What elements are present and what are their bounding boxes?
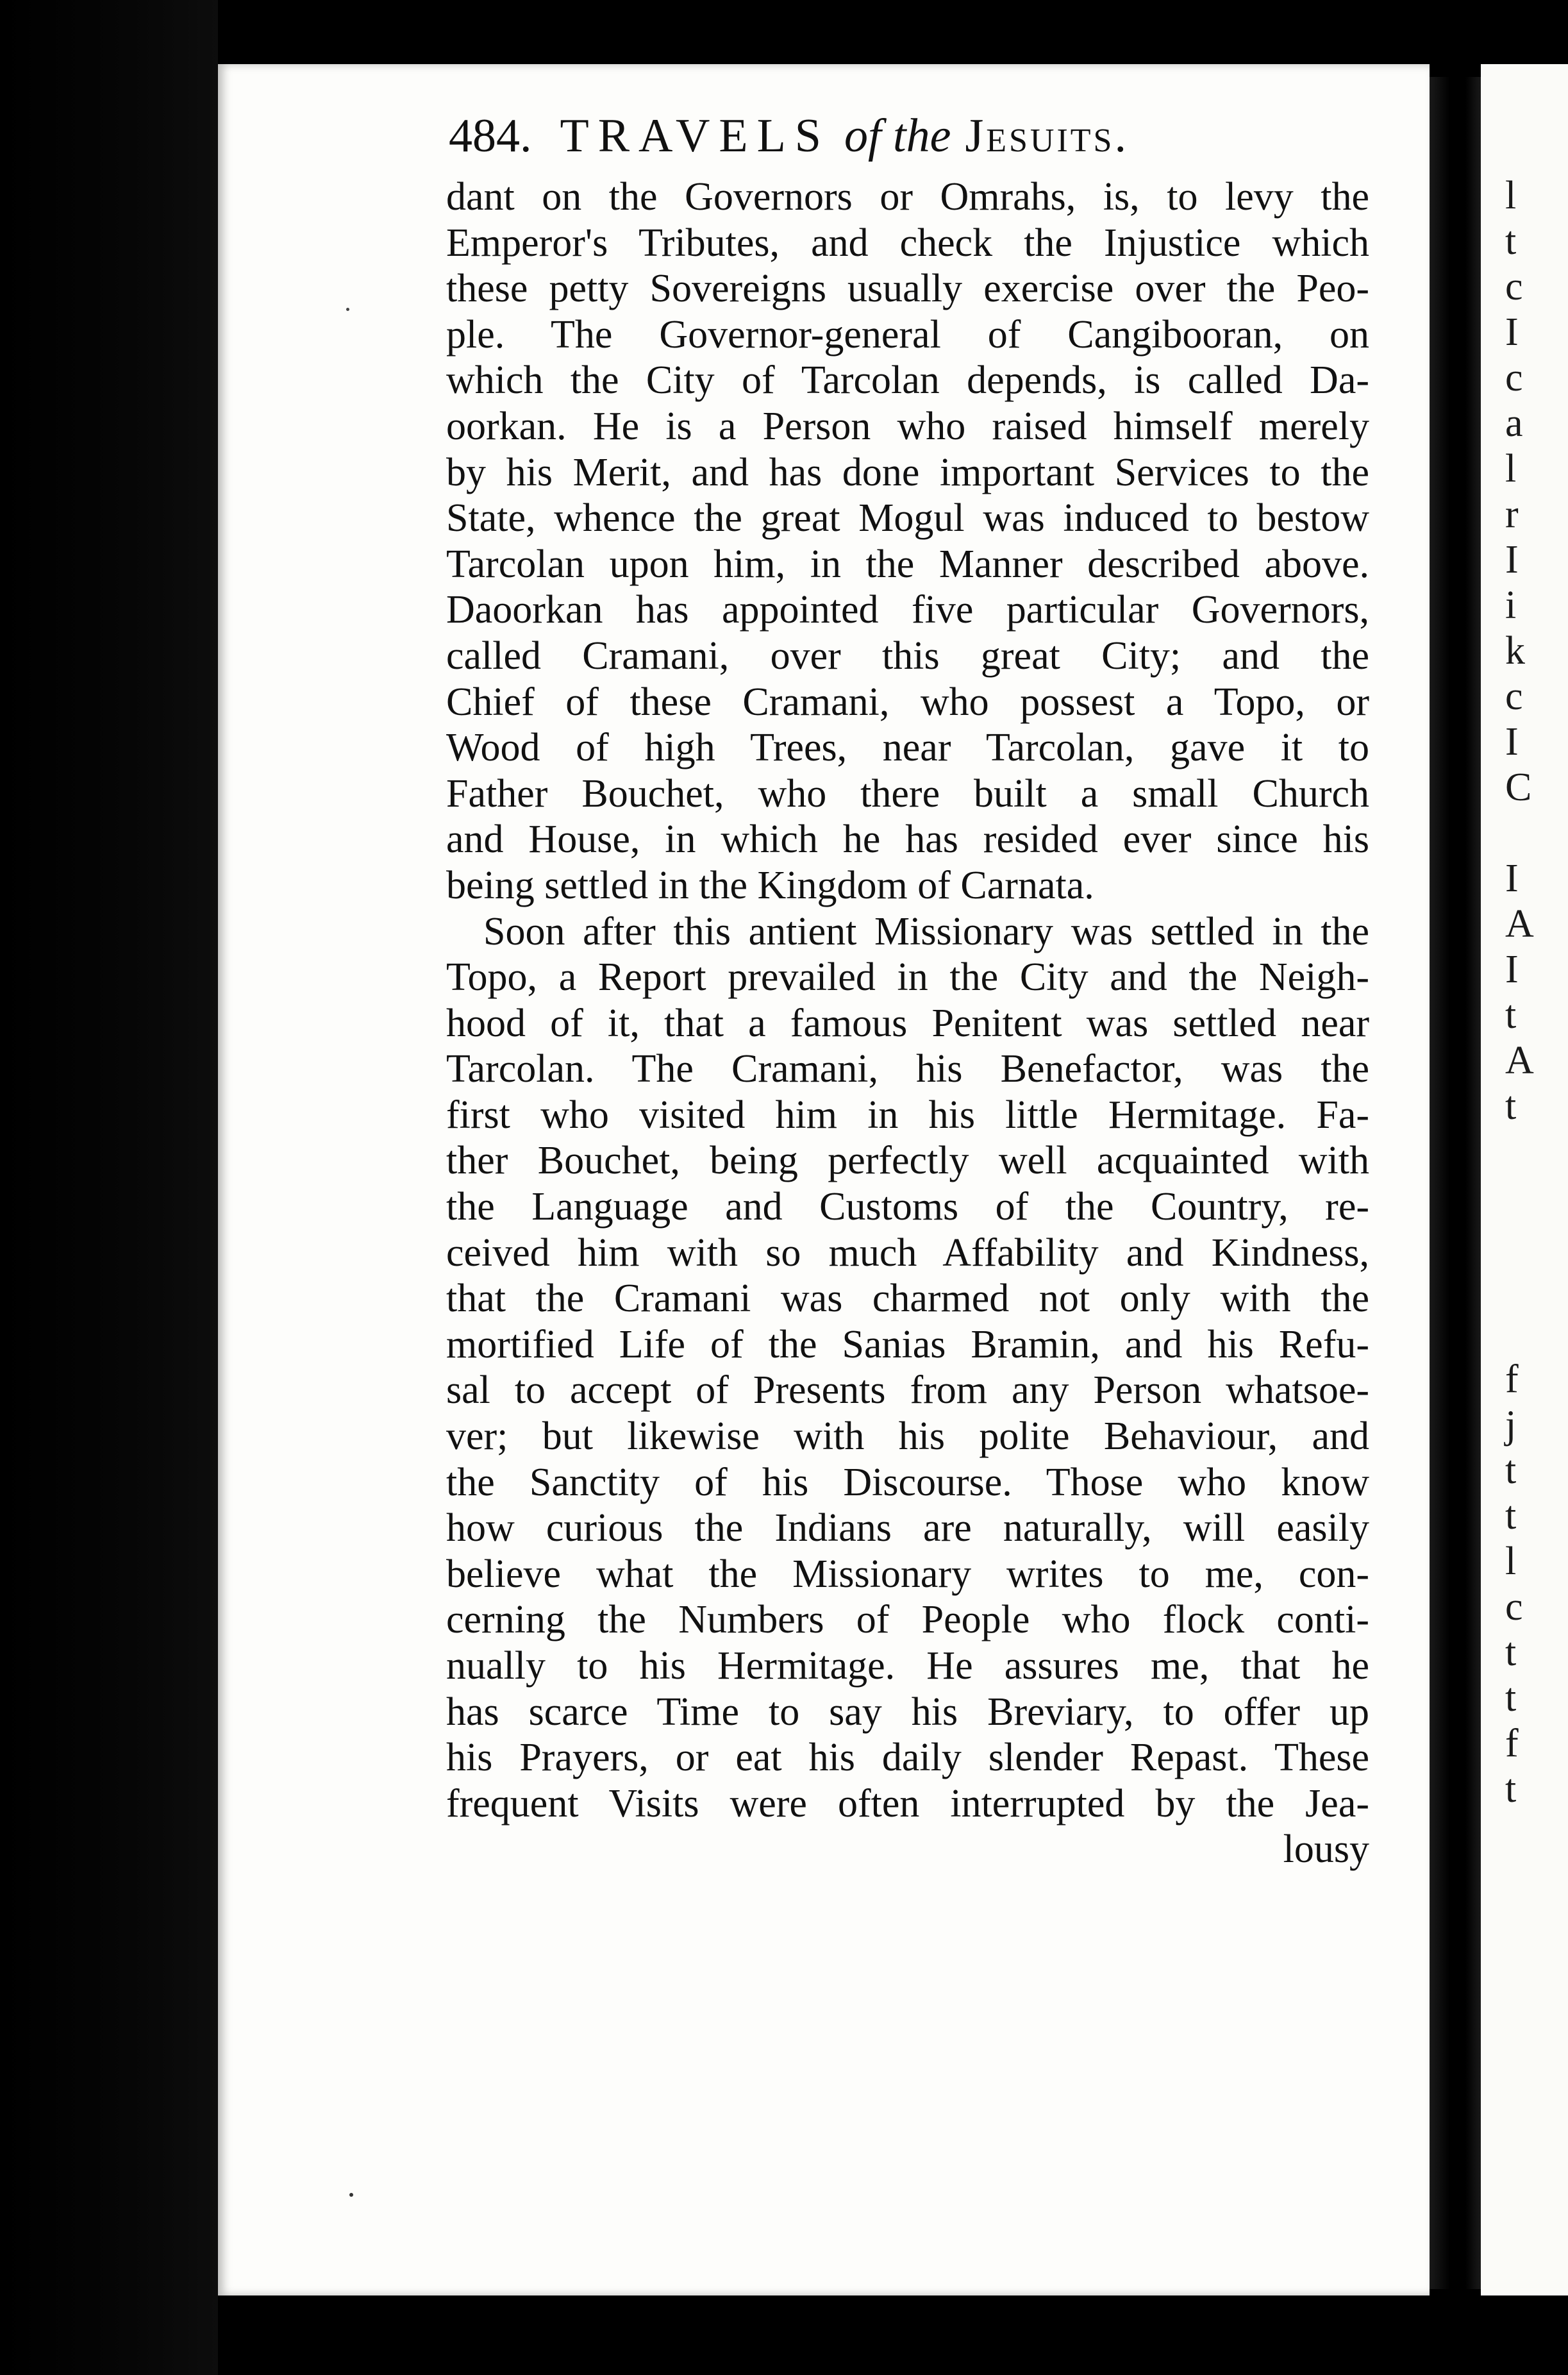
- catchword: lousy: [1283, 1827, 1369, 1872]
- text-line: oorkan. He is a Person who raised himself merely: [446, 404, 1369, 448]
- text-line: Tarcolan. The Cramani, his Benefactor, was the: [446, 1047, 1369, 1091]
- text-line: believe what the Missionary writes to me, con-: [446, 1552, 1369, 1596]
- adjacent-page-letters: l t c I c a l r I i k c I C I A I t A t f j t t l c t t f t: [1505, 174, 1534, 1811]
- text-line: mortified Life of the Sanias Bramin, and his Refu-: [446, 1322, 1369, 1366]
- running-header: [449, 109, 1276, 164]
- text-line: called Cramani, over this great City; and the: [446, 634, 1369, 678]
- text-line: Tarcolan upon him, in the Manner described above.: [446, 542, 1369, 586]
- text-line: which the City of Tarcolan depends, is called Da-: [446, 358, 1369, 403]
- text-line: the Language and Customs of the Country, re-: [446, 1185, 1369, 1229]
- text-line: Soon after this antient Missionary was settled in the: [483, 909, 1369, 953]
- text-line: Father Bouchet, who there built a small Church: [446, 771, 1369, 816]
- header-subject: Jesuits.: [965, 110, 1129, 162]
- text-line: how curious the Indians are naturally, will easily: [446, 1506, 1369, 1550]
- body-text: [446, 174, 1369, 1873]
- text-line: ther Bouchet, being perfectly well acquainted with: [446, 1139, 1369, 1183]
- text-line: ver; but likewise with his polite Behaviour, and: [446, 1414, 1369, 1459]
- text-line: and House, in which he has resided ever since his: [446, 818, 1369, 862]
- text-line: nually to his Hermitage. He assures me, that he: [446, 1644, 1369, 1688]
- left-binding-shadow: [0, 0, 218, 2375]
- text-line: State, whence the great Mogul was induced to bestow: [446, 496, 1369, 541]
- page-speck: [349, 2193, 353, 2197]
- adjacent-page-edge: [1481, 64, 1568, 2295]
- text-line: Chief of these Cramani, who possest a Topo, or: [446, 680, 1369, 724]
- header-title: TRAVELS: [560, 110, 830, 162]
- text-line: frequent Visits were often interrupted by the Jea-: [446, 1781, 1369, 1825]
- text-line: these petty Sovereigns usually exercise over the Peo-: [446, 267, 1369, 311]
- text-line: the Sanctity of his Discourse. Those who know: [446, 1460, 1369, 1504]
- text-line: sal to accept of Presents from any Person whatsoe-: [446, 1368, 1369, 1413]
- text-line: Topo, a Report prevailed in the City and the Neigh-: [446, 955, 1369, 1000]
- text-line: being settled in the Kingdom of Carnata.: [446, 863, 1094, 907]
- book-gutter: [1430, 77, 1481, 2289]
- text-line: dant on the Governors or Omrahs, is, to levy the: [446, 175, 1369, 219]
- header-connector: of the: [844, 110, 951, 162]
- text-line: by his Merit, and has done important Services to the: [446, 450, 1369, 494]
- text-line: Wood of high Trees, near Tarcolan, gave it to: [446, 726, 1369, 770]
- text-line: that the Cramani was charmed not only with the: [446, 1277, 1369, 1321]
- page-speck: [346, 308, 349, 311]
- page-number: 484.: [449, 110, 532, 162]
- text-line: has scarce Time to say his Breviary, to offer up: [446, 1690, 1369, 1734]
- text-line: ceived him with so much Affability and Kindness,: [446, 1230, 1369, 1275]
- text-line: hood of it, that a famous Penitent was settled near: [446, 1001, 1369, 1045]
- text-line: his Prayers, or eat his daily slender Repast. These: [446, 1736, 1369, 1780]
- text-line: first who visited him in his little Hermitage. Fa-: [446, 1093, 1369, 1137]
- text-line: Emperor's Tributes, and check the Injustice which: [446, 221, 1369, 265]
- text-line: cerning the Numbers of People who flock conti-: [446, 1598, 1369, 1642]
- text-line: ple. The Governor-general of Cangibooran, on: [446, 312, 1369, 357]
- text-line: Daoorkan has appointed five particular Governors,: [446, 588, 1369, 632]
